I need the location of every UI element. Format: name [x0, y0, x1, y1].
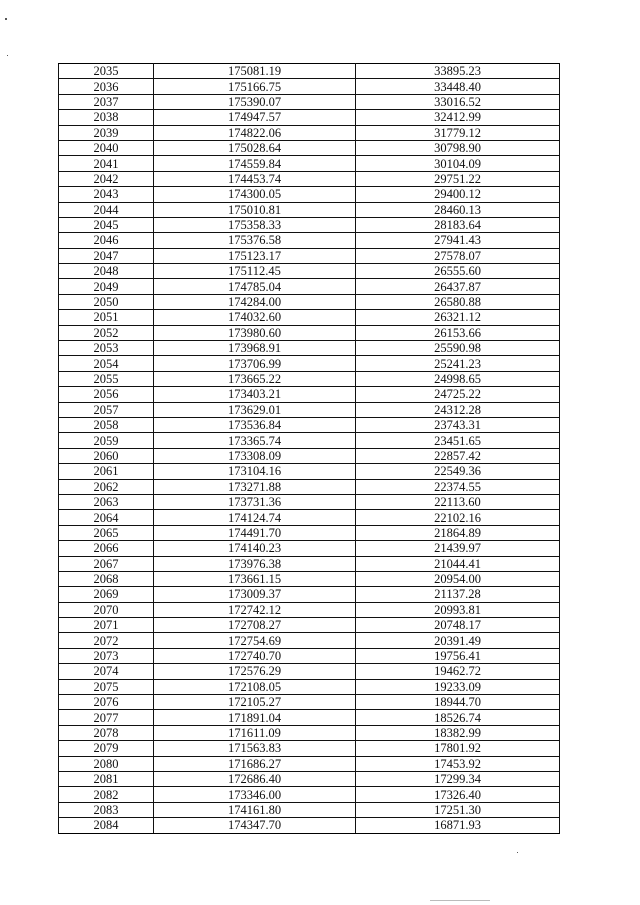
- value-b-cell: 21439.97: [356, 541, 560, 556]
- table-row: [59, 618, 560, 633]
- year-cell: 2065: [59, 525, 154, 540]
- table-row: [59, 556, 560, 571]
- table-row: [59, 433, 560, 448]
- table-row: [59, 356, 560, 371]
- table-row: [59, 264, 560, 279]
- year-cell: 2036: [59, 79, 154, 94]
- value-a-cell: 172105.27: [154, 695, 356, 710]
- value-b-cell: 24998.65: [356, 371, 560, 386]
- year-cell: 2046: [59, 233, 154, 248]
- table-row: [59, 525, 560, 540]
- value-a-cell: 175081.19: [154, 64, 356, 79]
- value-b-cell: 31779.12: [356, 125, 560, 140]
- value-b-cell: 19233.09: [356, 679, 560, 694]
- value-b-cell: 21044.41: [356, 556, 560, 571]
- year-cell: 2063: [59, 494, 154, 509]
- value-a-cell: 173104.16: [154, 464, 356, 479]
- value-a-cell: 174785.04: [154, 279, 356, 294]
- value-b-cell: 22113.60: [356, 494, 560, 509]
- value-a-cell: 174822.06: [154, 125, 356, 140]
- value-b-cell: 19756.41: [356, 648, 560, 663]
- value-b-cell: 18526.74: [356, 710, 560, 725]
- table-row: [59, 156, 560, 171]
- value-b-cell: 20954.00: [356, 571, 560, 586]
- table-row: [59, 464, 560, 479]
- value-a-cell: 173706.99: [154, 356, 356, 371]
- value-a-cell: 174559.84: [154, 156, 356, 171]
- year-cell: 2069: [59, 587, 154, 602]
- table-row: [59, 202, 560, 217]
- value-b-cell: 16871.93: [356, 818, 560, 833]
- table-row: [59, 448, 560, 463]
- table-row: [59, 756, 560, 771]
- year-cell: 2051: [59, 310, 154, 325]
- year-cell: 2064: [59, 510, 154, 525]
- year-cell: 2044: [59, 202, 154, 217]
- year-cell: 2048: [59, 264, 154, 279]
- value-a-cell: 174032.60: [154, 310, 356, 325]
- table-row: [59, 387, 560, 402]
- table-row: [59, 541, 560, 556]
- value-b-cell: 22102.16: [356, 510, 560, 525]
- year-cell: 2054: [59, 356, 154, 371]
- table-row: [59, 695, 560, 710]
- scan-speck: [517, 852, 518, 853]
- year-cell: 2049: [59, 279, 154, 294]
- value-a-cell: 175390.07: [154, 94, 356, 109]
- table-row: [59, 417, 560, 432]
- value-a-cell: 175166.75: [154, 79, 356, 94]
- table-row: [59, 140, 560, 155]
- value-b-cell: 29400.12: [356, 187, 560, 202]
- value-b-cell: 30798.90: [356, 140, 560, 155]
- value-a-cell: 171891.04: [154, 710, 356, 725]
- value-a-cell: 174947.57: [154, 110, 356, 125]
- year-cell: 2038: [59, 110, 154, 125]
- value-a-cell: 172754.69: [154, 633, 356, 648]
- value-b-cell: 22549.36: [356, 464, 560, 479]
- value-a-cell: 173980.60: [154, 325, 356, 340]
- value-a-cell: 172108.05: [154, 679, 356, 694]
- value-a-cell: 174124.74: [154, 510, 356, 525]
- year-cell: 2073: [59, 648, 154, 663]
- year-cell: 2084: [59, 818, 154, 833]
- value-a-cell: 172740.70: [154, 648, 356, 663]
- value-a-cell: 173271.88: [154, 479, 356, 494]
- table-row: [59, 602, 560, 617]
- value-a-cell: 173976.38: [154, 556, 356, 571]
- value-b-cell: 22857.42: [356, 448, 560, 463]
- value-b-cell: 24725.22: [356, 387, 560, 402]
- value-a-cell: 173365.74: [154, 433, 356, 448]
- year-cell: 2045: [59, 217, 154, 232]
- value-b-cell: 33016.52: [356, 94, 560, 109]
- year-cell: 2041: [59, 156, 154, 171]
- year-cell: 2078: [59, 725, 154, 740]
- table-row: [59, 279, 560, 294]
- year-cell: 2050: [59, 294, 154, 309]
- value-a-cell: 175028.64: [154, 140, 356, 155]
- value-a-cell: 174491.70: [154, 525, 356, 540]
- value-a-cell: 173665.22: [154, 371, 356, 386]
- scan-speck: [7, 55, 8, 56]
- table-row: [59, 510, 560, 525]
- value-b-cell: 21864.89: [356, 525, 560, 540]
- value-a-cell: 171563.83: [154, 741, 356, 756]
- value-a-cell: 174300.05: [154, 187, 356, 202]
- table-row: [59, 310, 560, 325]
- value-b-cell: 19462.72: [356, 664, 560, 679]
- table-row: [59, 479, 560, 494]
- value-b-cell: 26321.12: [356, 310, 560, 325]
- value-b-cell: 26555.60: [356, 264, 560, 279]
- year-cell: 2052: [59, 325, 154, 340]
- year-cell: 2058: [59, 417, 154, 432]
- table-row: [59, 710, 560, 725]
- value-a-cell: 174284.00: [154, 294, 356, 309]
- table-row: [59, 64, 560, 79]
- year-cell: 2062: [59, 479, 154, 494]
- value-b-cell: 23451.65: [356, 433, 560, 448]
- year-cell: 2072: [59, 633, 154, 648]
- year-cell: 2035: [59, 64, 154, 79]
- table-row: [59, 571, 560, 586]
- table-row: [59, 648, 560, 663]
- value-b-cell: 17326.40: [356, 787, 560, 802]
- value-b-cell: 20993.81: [356, 602, 560, 617]
- table-row: [59, 187, 560, 202]
- value-a-cell: 175112.45: [154, 264, 356, 279]
- year-cell: 2067: [59, 556, 154, 571]
- page-edge-mark: [430, 900, 490, 901]
- value-a-cell: 175376.58: [154, 233, 356, 248]
- table-row: [59, 233, 560, 248]
- value-b-cell: 25241.23: [356, 356, 560, 371]
- value-a-cell: 173731.36: [154, 494, 356, 509]
- value-a-cell: 175123.17: [154, 248, 356, 263]
- value-a-cell: 173661.15: [154, 571, 356, 586]
- value-a-cell: 173968.91: [154, 341, 356, 356]
- value-a-cell: 172742.12: [154, 602, 356, 617]
- year-cell: 2081: [59, 771, 154, 786]
- table-row: [59, 371, 560, 386]
- value-b-cell: 33448.40: [356, 79, 560, 94]
- value-b-cell: 18944.70: [356, 695, 560, 710]
- value-a-cell: 171611.09: [154, 725, 356, 740]
- year-cell: 2057: [59, 402, 154, 417]
- value-b-cell: 30104.09: [356, 156, 560, 171]
- table-row: [59, 171, 560, 186]
- table-row: [59, 587, 560, 602]
- year-cell: 2074: [59, 664, 154, 679]
- value-a-cell: 173009.37: [154, 587, 356, 602]
- year-cell: 2066: [59, 541, 154, 556]
- year-cell: 2059: [59, 433, 154, 448]
- year-cell: 2075: [59, 679, 154, 694]
- year-cell: 2076: [59, 695, 154, 710]
- value-b-cell: 23743.31: [356, 417, 560, 432]
- value-b-cell: 27578.07: [356, 248, 560, 263]
- table-row: [59, 633, 560, 648]
- year-cell: 2053: [59, 341, 154, 356]
- year-cell: 2042: [59, 171, 154, 186]
- value-b-cell: 32412.99: [356, 110, 560, 125]
- value-b-cell: 33895.23: [356, 64, 560, 79]
- table-row: [59, 725, 560, 740]
- value-a-cell: 173346.00: [154, 787, 356, 802]
- value-a-cell: 174140.23: [154, 541, 356, 556]
- table-row: [59, 741, 560, 756]
- year-cell: 2047: [59, 248, 154, 263]
- table-row: [59, 94, 560, 109]
- year-cell: 2061: [59, 464, 154, 479]
- table-row: [59, 110, 560, 125]
- scan-speck: [5, 18, 7, 20]
- value-a-cell: 175010.81: [154, 202, 356, 217]
- year-cell: 2070: [59, 602, 154, 617]
- table-row: [59, 818, 560, 833]
- table-row: [59, 325, 560, 340]
- table-row: [59, 802, 560, 817]
- value-b-cell: 28183.64: [356, 217, 560, 232]
- value-b-cell: 22374.55: [356, 479, 560, 494]
- value-b-cell: 29751.22: [356, 171, 560, 186]
- value-b-cell: 20391.49: [356, 633, 560, 648]
- value-b-cell: 24312.28: [356, 402, 560, 417]
- year-cell: 2056: [59, 387, 154, 402]
- table-row: [59, 787, 560, 802]
- value-a-cell: 173536.84: [154, 417, 356, 432]
- table-row: [59, 294, 560, 309]
- value-b-cell: 17453.92: [356, 756, 560, 771]
- value-a-cell: 172686.40: [154, 771, 356, 786]
- value-b-cell: 18382.99: [356, 725, 560, 740]
- value-b-cell: 17299.34: [356, 771, 560, 786]
- value-b-cell: 25590.98: [356, 341, 560, 356]
- year-cell: 2082: [59, 787, 154, 802]
- value-b-cell: 26437.87: [356, 279, 560, 294]
- table-row: [59, 125, 560, 140]
- year-cell: 2077: [59, 710, 154, 725]
- value-a-cell: 173403.21: [154, 387, 356, 402]
- year-cell: 2080: [59, 756, 154, 771]
- table-row: [59, 248, 560, 263]
- table-row: [59, 771, 560, 786]
- table-row: [59, 341, 560, 356]
- value-a-cell: 172576.29: [154, 664, 356, 679]
- year-cell: 2037: [59, 94, 154, 109]
- value-b-cell: 20748.17: [356, 618, 560, 633]
- value-b-cell: 17251.30: [356, 802, 560, 817]
- year-cell: 2083: [59, 802, 154, 817]
- year-cell: 2060: [59, 448, 154, 463]
- table-row: [59, 217, 560, 232]
- value-a-cell: 173308.09: [154, 448, 356, 463]
- year-cell: 2039: [59, 125, 154, 140]
- value-a-cell: 173629.01: [154, 402, 356, 417]
- value-b-cell: 21137.28: [356, 587, 560, 602]
- data-table: [58, 63, 560, 834]
- value-a-cell: 172708.27: [154, 618, 356, 633]
- year-cell: 2079: [59, 741, 154, 756]
- value-b-cell: 26580.88: [356, 294, 560, 309]
- value-b-cell: 28460.13: [356, 202, 560, 217]
- table-body: [59, 64, 560, 834]
- value-a-cell: 174347.70: [154, 818, 356, 833]
- year-cell: 2068: [59, 571, 154, 586]
- table-row: [59, 494, 560, 509]
- year-cell: 2040: [59, 140, 154, 155]
- value-b-cell: 17801.92: [356, 741, 560, 756]
- year-cell: 2071: [59, 618, 154, 633]
- table-row: [59, 79, 560, 94]
- value-b-cell: 27941.43: [356, 233, 560, 248]
- year-cell: 2055: [59, 371, 154, 386]
- year-cell: 2043: [59, 187, 154, 202]
- table-row: [59, 402, 560, 417]
- table-row: [59, 679, 560, 694]
- value-b-cell: 26153.66: [356, 325, 560, 340]
- value-a-cell: 174161.80: [154, 802, 356, 817]
- value-a-cell: 175358.33: [154, 217, 356, 232]
- value-a-cell: 174453.74: [154, 171, 356, 186]
- table-row: [59, 664, 560, 679]
- value-a-cell: 171686.27: [154, 756, 356, 771]
